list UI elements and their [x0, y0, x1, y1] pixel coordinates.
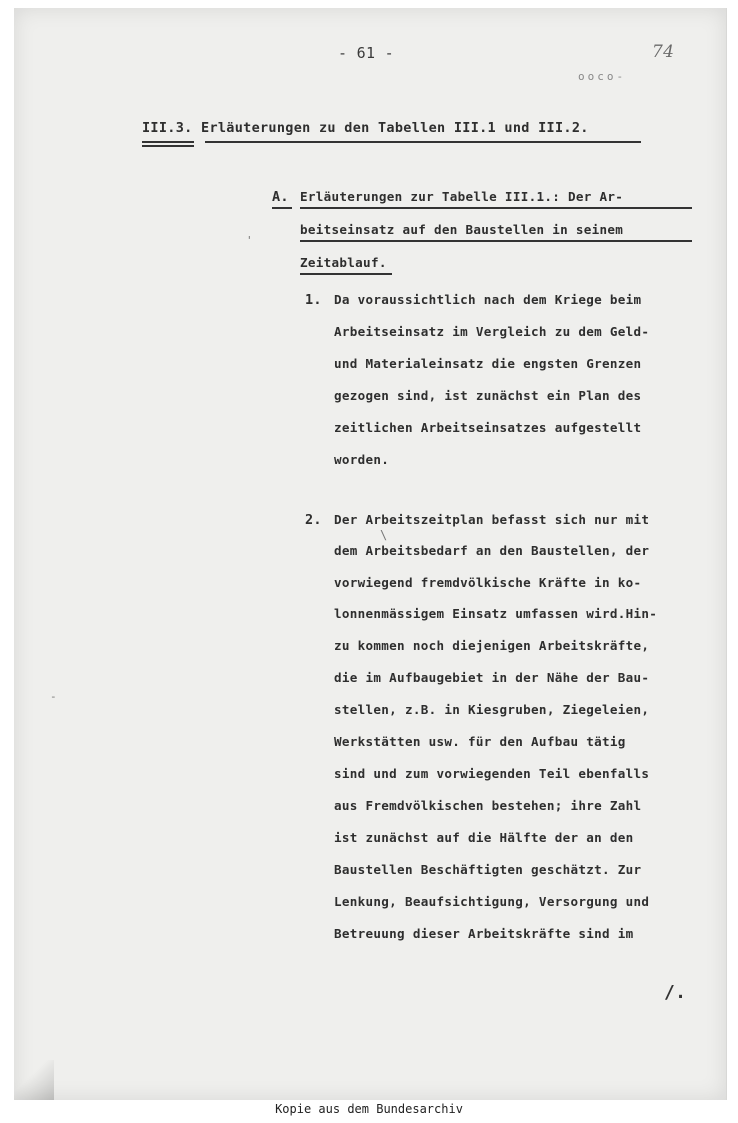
scan-mark: \: [380, 528, 388, 542]
handwritten-folio-number: 74: [652, 42, 675, 62]
section-a-marker-underline: [272, 207, 292, 209]
point-2-line: aus Fremdvölkischen bestehen; ihre Zahl: [334, 798, 642, 813]
point-1-line: Arbeitseinsatz im Vergleich zu dem Geld-: [334, 324, 650, 339]
point-2-line: vorwiegend fremdvölkische Kräfte in ko-: [334, 575, 642, 590]
point-1-line: und Materialeinsatz die engsten Grenzen: [334, 356, 642, 371]
page-corner-shadow: [14, 1060, 54, 1100]
point-2-line: Der Arbeitszeitplan befasst sich nur mit: [334, 512, 650, 527]
point-2-line: Lenkung, Beaufsichtigung, Versorgung und: [334, 894, 650, 909]
point-2-line: sind und zum vorwiegenden Teil ebenfalls: [334, 766, 650, 781]
section-heading-text: Erläuterungen zu den Tabellen III.1 und III.2.: [201, 120, 589, 136]
point-1-line: zeitlichen Arbeitseinsatzes aufgestellt: [334, 420, 642, 435]
section-a-underline: [300, 240, 692, 242]
archive-footer: Kopie aus dem Bundesarchiv: [275, 1102, 463, 1116]
point-1-line: gezogen sind, ist zunächst ein Plan des: [334, 388, 642, 403]
section-heading-number: III.3.: [142, 120, 193, 136]
point-1-marker: 1.: [305, 292, 322, 308]
section-a-line: beitseinsatz auf den Baustellen in seinem: [300, 222, 624, 237]
section-a-marker: A.: [272, 189, 289, 205]
faint-stamp-text: ooco-: [578, 70, 627, 83]
section-heading: [142, 120, 589, 136]
point-2-line: Baustellen Beschäftigten geschätzt. Zur: [334, 862, 642, 877]
heading-underline: [205, 141, 641, 143]
point-2-line: die im Aufbaugebiet in der Nähe der Bau-: [334, 670, 650, 685]
point-1-line: worden.: [334, 452, 390, 467]
scan-mark: ': [246, 234, 253, 247]
section-a-line: Erläuterungen zur Tabelle III.1.: Der Ar-: [300, 189, 624, 204]
point-2-line: zu kommen noch diejenigen Arbeitskräfte,: [334, 638, 650, 653]
section-a-line: Zeitablauf.: [300, 255, 387, 270]
page-number: - 61 -: [338, 44, 394, 62]
section-a-underline: [300, 207, 692, 209]
point-2-line: lonnenmässigem Einsatz umfassen wird.Hin-: [334, 606, 658, 621]
point-2-marker: 2.: [305, 512, 322, 528]
section-a-underline: [300, 273, 392, 275]
point-1-line: Da voraussichtlich nach dem Kriege beim: [334, 292, 642, 307]
point-2-line: Betreuung dieser Arbeitskräfte sind im: [334, 926, 634, 941]
point-2-line: ist zunächst auf die Hälfte der an den: [334, 830, 634, 845]
scan-mark: -: [50, 690, 57, 703]
point-2-line: stellen, z.B. in Kiesgruben, Ziegeleien,: [334, 702, 650, 717]
continuation-mark: /.: [664, 982, 687, 1003]
point-2-line: Werkstätten usw. für den Aufbau tätig: [334, 734, 626, 749]
heading-underline: [142, 141, 194, 143]
heading-underline-second: [142, 145, 194, 147]
point-2-line: dem Arbeitsbedarf an den Baustellen, der: [334, 543, 650, 558]
